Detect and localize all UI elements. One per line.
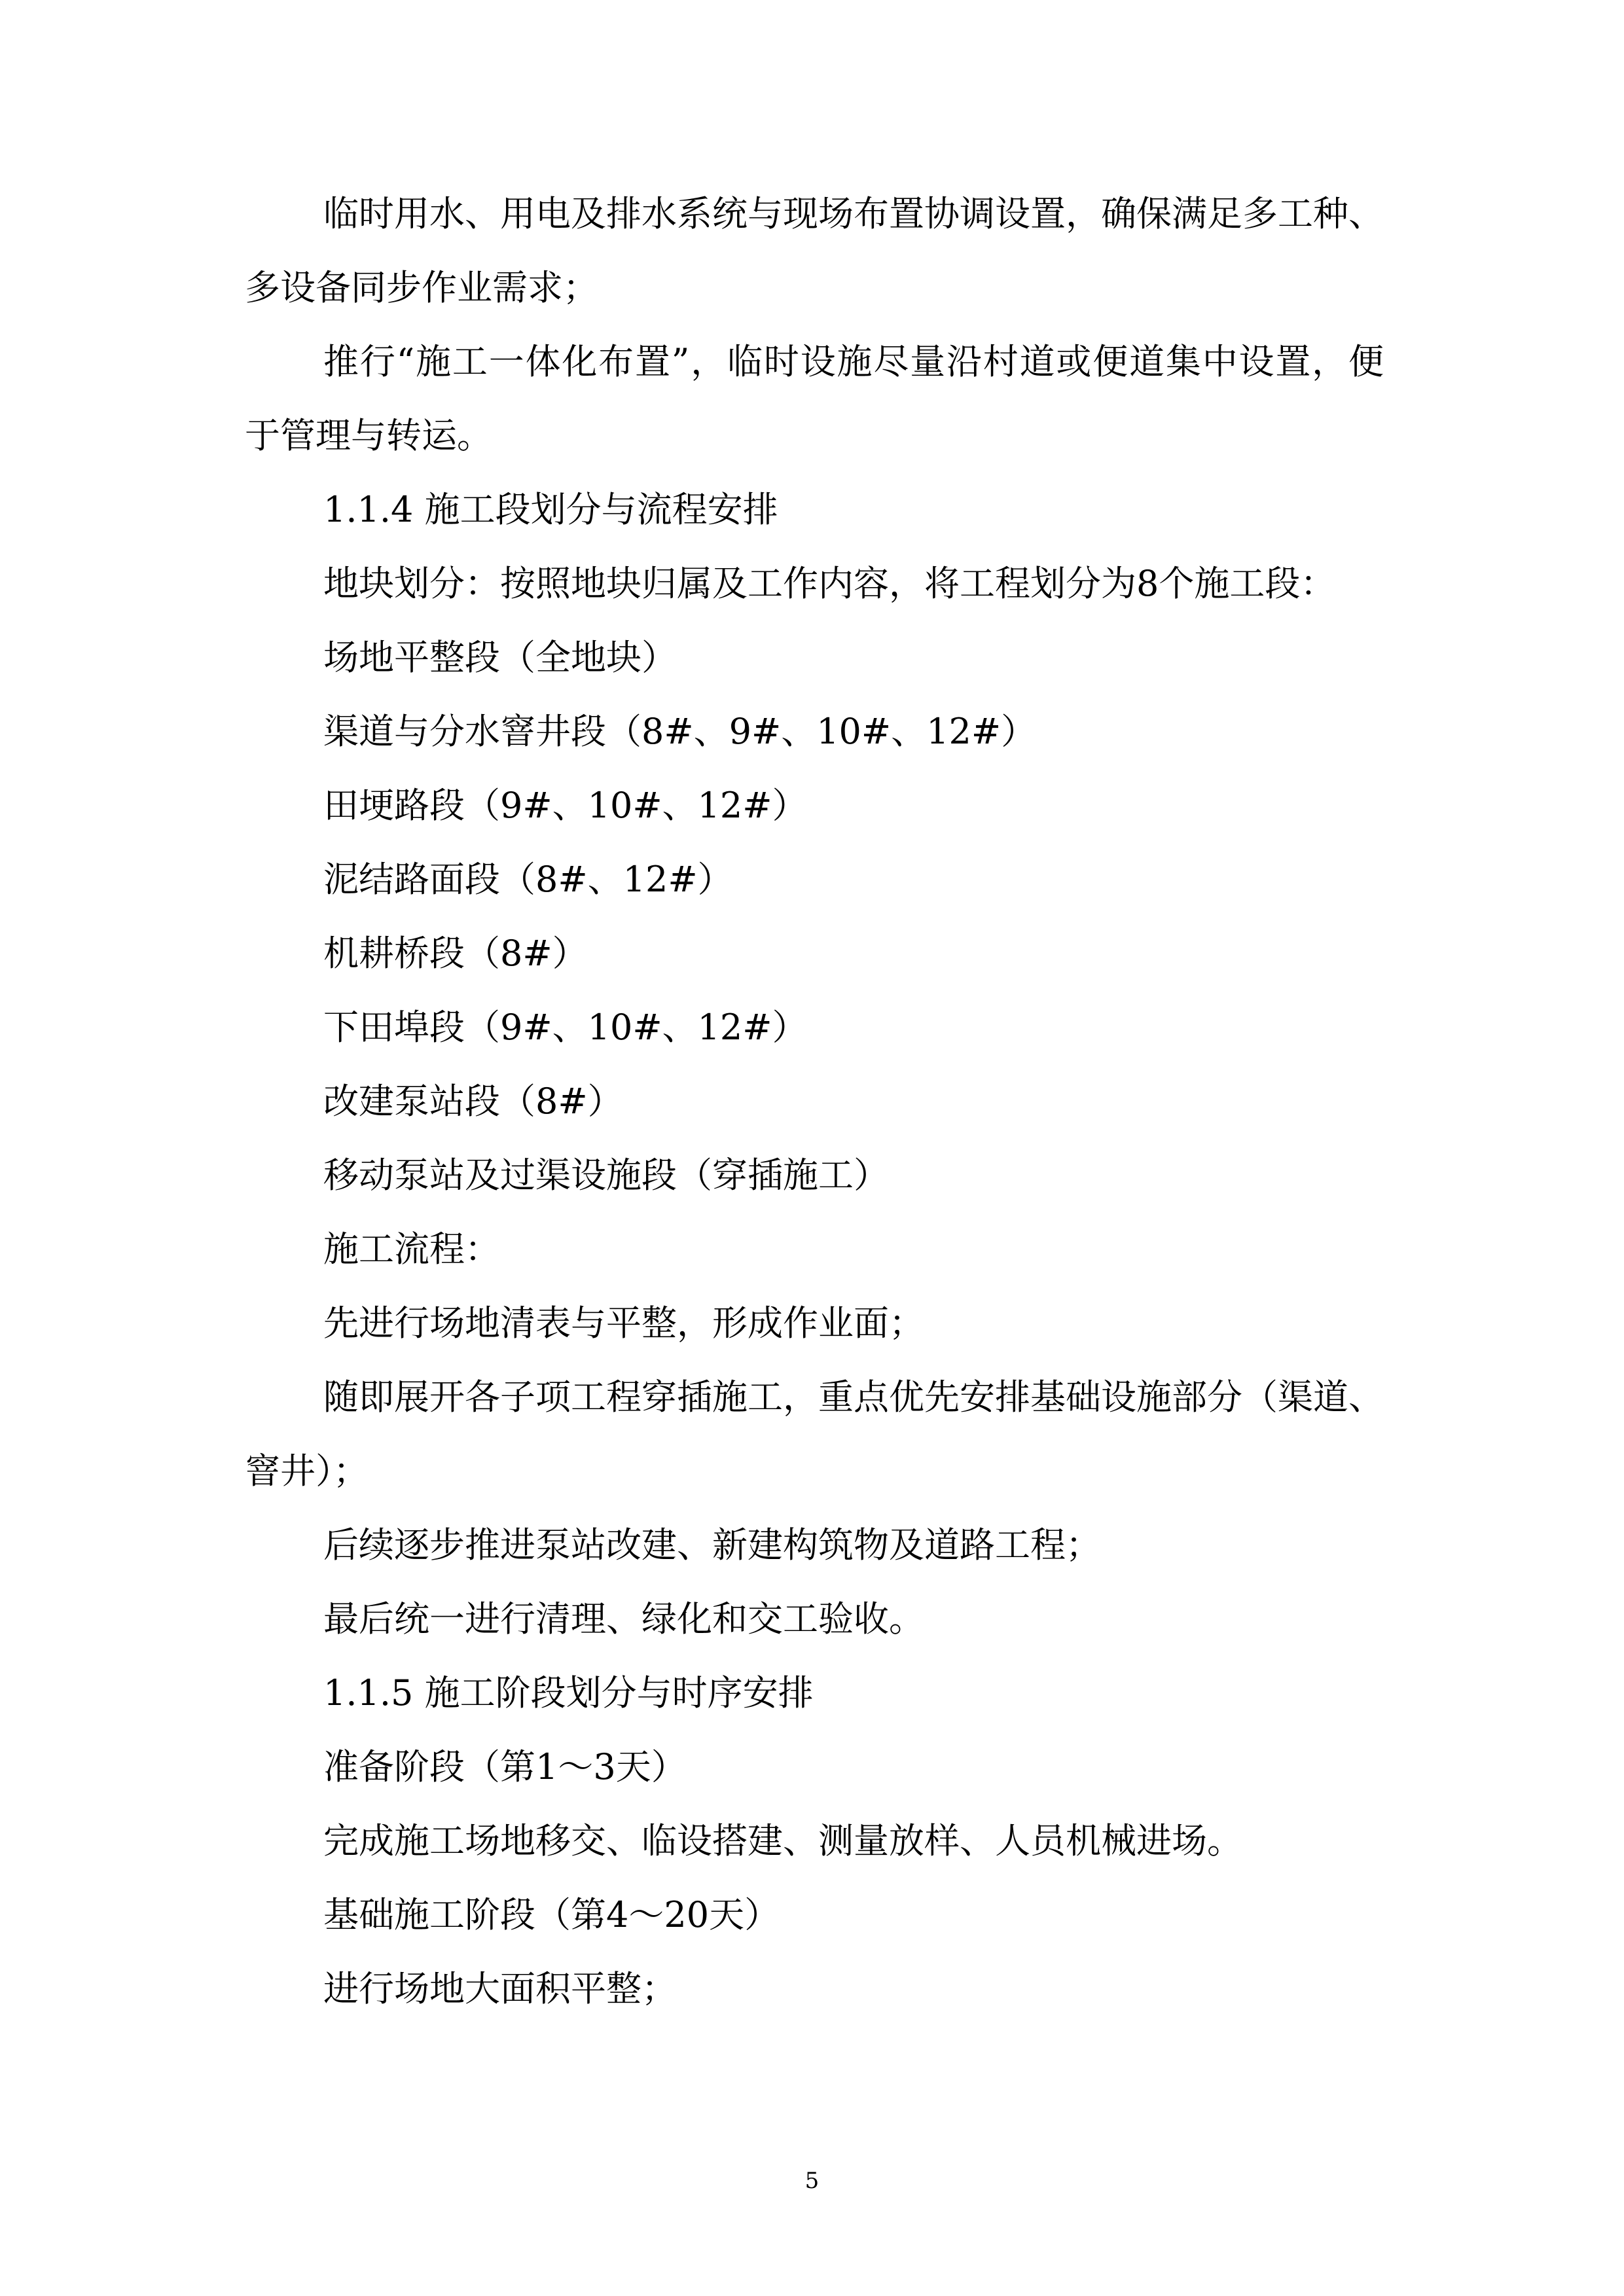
list-item-channel-well: 渠道与分水窨井段（8#、9#、10#、12#） xyxy=(323,711,1037,752)
paragraph-flow-step-3: 后续逐步推进泵站改建、新建构筑物及道路工程； xyxy=(323,1524,1101,1566)
paragraph-plot-division: 地块划分：按照地块归属及工作内容，将工程划分为8个施工段： xyxy=(323,563,1336,604)
list-item-field-ridge-road: 田埂路段（9#、10#、12#） xyxy=(323,785,808,826)
list-item-pump-station-rebuild: 改建泵站段（8#） xyxy=(323,1081,623,1122)
paragraph-foundation-tasks: 进行场地大面积平整； xyxy=(323,1968,677,2009)
section-heading-1-1-5: 1.1.5 施工阶段划分与时序安排 xyxy=(323,1672,814,1713)
paragraph-preparation-tasks: 完成施工场地移交、临设搭建、测量放样、人员机械进场。 xyxy=(323,1820,1242,1861)
list-item-site-leveling: 场地平整段（全地块） xyxy=(323,637,677,678)
paragraph-flow-step-2: 随即展开各子项工程穿插施工，重点优先安排基础设施部分（渠道、窨井）； xyxy=(245,1376,1384,1492)
page-number: 5 xyxy=(804,2168,820,2194)
paragraph-construction-flow-label: 施工流程： xyxy=(323,1229,500,1270)
paragraph-preparation-stage: 准备阶段（第1～3天） xyxy=(323,1746,687,1787)
list-item-field-dock: 下田埠段（9#、10#、12#） xyxy=(323,1007,808,1048)
body-text xyxy=(245,177,1384,2026)
list-item-tractor-bridge: 机耕桥段（8#） xyxy=(323,933,588,974)
section-heading-1-1-4: 1.1.4 施工段划分与流程安排 xyxy=(323,489,778,530)
paragraph-temporary-utilities: 临时用水、用电及排水系统与现场布置协调设置，确保满足多工种、多设备同步作业需求； xyxy=(245,193,1384,308)
list-item-clay-bound-road: 泥结路面段（8#、12#） xyxy=(323,859,733,900)
paragraph-foundation-stage: 基础施工阶段（第4～20天） xyxy=(323,1894,780,1935)
paragraph-flow-step-4: 最后统一进行清理、绿化和交工验收。 xyxy=(323,1598,924,1640)
list-item-mobile-pump: 移动泵站及过渠设施段（穿插施工） xyxy=(323,1155,889,1196)
paragraph-flow-step-1: 先进行场地清表与平整，形成作业面； xyxy=(323,1302,924,1344)
paragraph-integrated-layout: 推行“施工一体化布置”，临时设施尽量沿村道或便道集中设置，便于管理与转运。 xyxy=(245,341,1384,456)
